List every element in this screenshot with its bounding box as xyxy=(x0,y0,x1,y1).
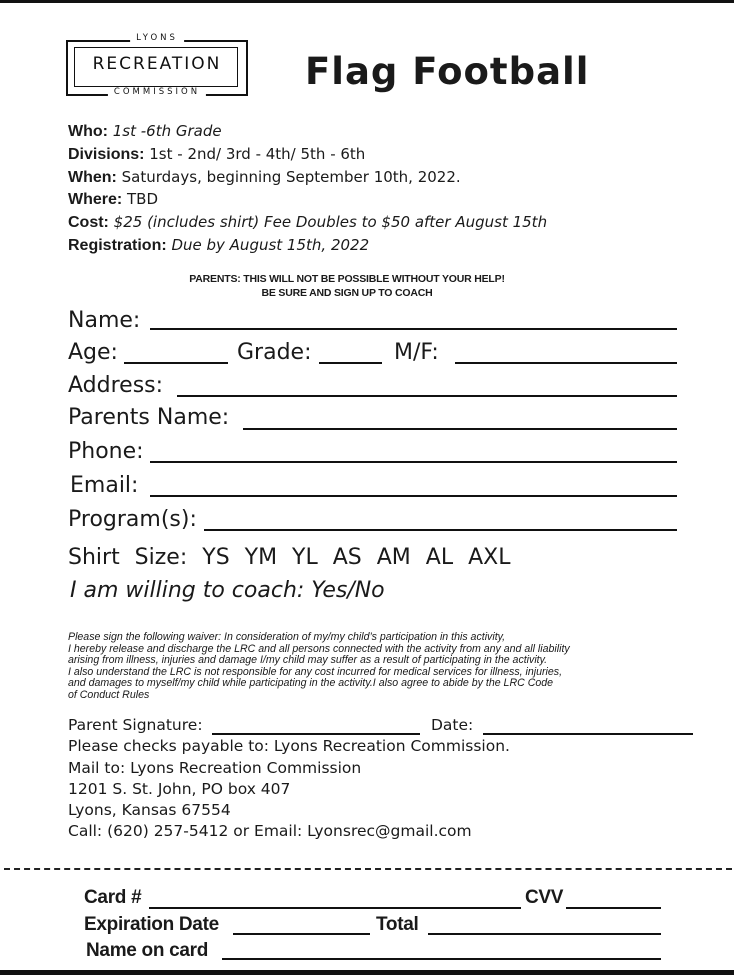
who-label: Who: xyxy=(68,123,108,140)
info-cost xyxy=(68,213,547,232)
bottom-border xyxy=(0,970,734,975)
address-line: 1201 S. St. John, PO box 407 xyxy=(68,780,291,798)
info-registration xyxy=(68,236,369,255)
payable-line: Please checks payable to: Lyons Recreation Commission. xyxy=(68,737,510,755)
who-value: 1st -6th Grade xyxy=(112,122,222,140)
waiver-line: arising from illness, injuries and damage I/my child may suffer as a result of participating in the activity. xyxy=(68,654,548,667)
top-border xyxy=(0,0,734,3)
page-title: Flag Football xyxy=(305,50,590,93)
lyons-recreation-logo xyxy=(66,34,248,100)
parents-name-label: Parents Name: xyxy=(68,405,230,430)
parents-name-field[interactable] xyxy=(243,428,677,430)
address-field[interactable] xyxy=(177,395,677,397)
total-label: Total xyxy=(376,914,419,935)
info-who xyxy=(68,122,222,141)
parent-signature-field[interactable] xyxy=(212,733,420,735)
cvv-field[interactable] xyxy=(566,907,661,909)
notice-line-1: PARENTS: THIS WILL NOT BE POSSIBLE WITHOUT YOUR HELP! xyxy=(189,273,505,285)
waiver-line: Please sign the following waiver: In consideration of my/my child’s participation in this activity, xyxy=(68,631,506,643)
card-number-label: Card # xyxy=(84,887,142,908)
logo-top-text: LYONS xyxy=(130,33,184,43)
info-where xyxy=(68,190,158,209)
divisions-value: 1st - 2nd/ 3rd - 4th/ 5th - 6th xyxy=(149,145,366,163)
cvv-label: CVV xyxy=(525,887,564,908)
cut-line xyxy=(4,868,732,870)
waiver-line: I also understand the LRC is not responsible for any cost incurred for medical services for illness, injuries, xyxy=(68,665,563,678)
total-field[interactable] xyxy=(428,933,661,935)
expiration-label: Expiration Date xyxy=(84,914,219,935)
name-on-card-field[interactable] xyxy=(222,958,661,960)
when-label: When: xyxy=(68,169,117,186)
waiver-text xyxy=(68,632,708,702)
date-label: Date: xyxy=(431,716,474,734)
programs-label: Program(s): xyxy=(68,507,197,532)
grade-label: Grade: xyxy=(237,340,312,365)
registration-label: Registration: xyxy=(68,237,167,254)
address-label: Address: xyxy=(68,373,164,398)
cost-label: Cost: xyxy=(68,214,109,231)
name-field[interactable] xyxy=(150,328,677,330)
expiration-field[interactable] xyxy=(233,933,370,935)
parent-signature-label: Parent Signature: xyxy=(68,716,203,734)
divisions-label: Divisions: xyxy=(68,146,145,163)
contact-line: Call: (620) 257-5412 or Email: Lyonsrec@gmail.com xyxy=(68,822,472,840)
cost-value: $25 (includes shirt) Fee Doubles to $50 after August 15th xyxy=(113,213,548,231)
email-field[interactable] xyxy=(150,495,677,497)
mf-label: M/F: xyxy=(394,340,439,365)
logo-bottom-text: COMMISSION xyxy=(108,87,206,97)
logo-main-text: RECREATION xyxy=(92,54,222,74)
where-value: TBD xyxy=(127,190,159,208)
info-divisions xyxy=(68,145,365,164)
coach-question: I am willing to coach: Yes/No xyxy=(70,578,385,603)
registration-value: Due by August 15th, 2022 xyxy=(171,236,370,254)
when-value: Saturdays, beginning September 10th, 2022. xyxy=(121,168,461,186)
age-label: Age: xyxy=(68,340,118,365)
mf-field[interactable] xyxy=(455,362,677,364)
waiver-line: and damages to myself/my child while participating in the activity.I also agree to abide by the LRC Code xyxy=(68,677,554,690)
mail-to-line: Mail to: Lyons Recreation Commission xyxy=(68,759,362,777)
phone-label: Phone: xyxy=(68,439,144,464)
shirt-size-options: Shirt Size: YS YM YL AS AM AL AXL xyxy=(68,545,511,570)
where-label: Where: xyxy=(68,191,123,208)
grade-field[interactable] xyxy=(319,362,382,364)
card-number-field[interactable] xyxy=(149,907,521,909)
email-label: Email: xyxy=(70,473,139,498)
city-line: Lyons, Kansas 67554 xyxy=(68,801,231,819)
notice-line-2: BE SURE AND SIGN UP TO COACH xyxy=(261,287,433,299)
date-field[interactable] xyxy=(483,733,693,735)
waiver-line: I hereby release and discharge the LRC and all persons connected with the activity from any and all liability xyxy=(68,642,570,655)
age-field[interactable] xyxy=(124,362,228,364)
name-label: Name: xyxy=(68,308,141,333)
name-on-card-label: Name on card xyxy=(86,940,209,961)
waiver-line: of Conduct Rules xyxy=(68,688,150,701)
info-when xyxy=(68,168,461,187)
programs-field[interactable] xyxy=(204,529,677,531)
phone-field[interactable] xyxy=(150,461,677,463)
